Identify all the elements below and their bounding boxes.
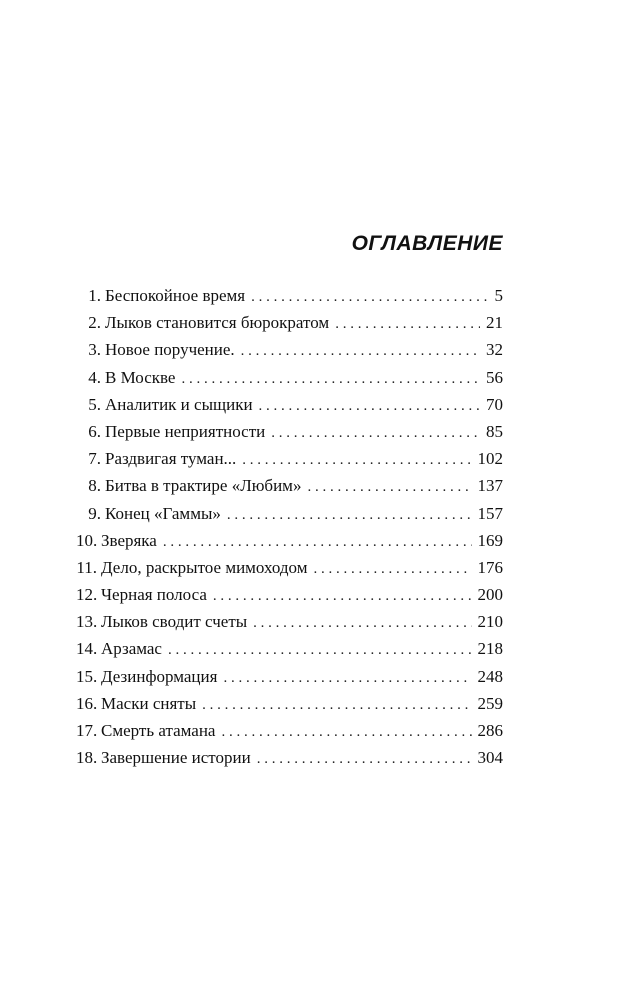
- dot-leader: [271, 420, 480, 447]
- toc-entry-number: 8.: [88, 476, 101, 496]
- toc-entry: [76, 472, 503, 499]
- toc-entry-title: Битва в трактире «Любим»: [105, 476, 302, 496]
- toc-entry: [76, 418, 503, 445]
- toc-entry-number: 1.: [88, 286, 101, 305]
- dot-leader: [253, 610, 471, 637]
- toc-entry-title: Конец «Гаммы»: [105, 503, 221, 523]
- toc-entry-number: 17.: [76, 721, 98, 740]
- dot-leader: [251, 284, 487, 311]
- toc-entry: [76, 690, 503, 717]
- toc-entry-number: 5.: [88, 394, 101, 414]
- toc-entry-number: 6.: [88, 421, 101, 441]
- toc-entry-page: 200: [477, 585, 503, 605]
- dot-leader: [257, 746, 472, 773]
- toc-entry-title: Черная полоса: [101, 585, 207, 605]
- toc-entry: [76, 717, 503, 744]
- toc-entry-page: 176: [477, 557, 503, 577]
- toc-entry-page: 218: [477, 639, 503, 659]
- toc-entry-page: 102: [477, 449, 503, 469]
- toc-entry: [76, 635, 503, 662]
- toc-entry-page: 169: [477, 530, 503, 550]
- toc-entry: [76, 309, 503, 336]
- dot-leader: [242, 447, 471, 474]
- toc-entry-title: Первые неприятности: [105, 421, 266, 441]
- toc-entry: [76, 554, 503, 581]
- toc-entry-title: Лыков сводит счеты: [101, 612, 248, 632]
- dot-leader: [221, 719, 471, 746]
- toc-entry: [76, 364, 503, 391]
- toc-entry-page: 259: [477, 693, 503, 713]
- toc-entry: [76, 282, 503, 309]
- toc-entry: [76, 663, 503, 690]
- toc-entry-title: Аналитик и сыщики: [105, 394, 253, 414]
- toc-entry-page: 286: [477, 721, 503, 740]
- toc-entry-number: 15.: [76, 666, 98, 686]
- toc-list: [76, 282, 503, 771]
- toc-entry-page: 85: [486, 421, 503, 441]
- toc-entry-number: 14.: [76, 639, 98, 659]
- toc-entry-title: Смерть атамана: [101, 721, 216, 740]
- toc-entry-number: 7.: [88, 449, 101, 469]
- toc-entry-title: Дезинформация: [101, 666, 218, 686]
- toc-entry: [76, 608, 503, 635]
- toc-entry-page: 157: [477, 503, 503, 523]
- toc-entry: [76, 744, 503, 771]
- toc-entry-page: 248: [477, 666, 503, 686]
- toc-entry-number: 9.: [88, 503, 101, 523]
- dot-leader: [168, 637, 472, 664]
- toc-entry-number: 2.: [88, 313, 101, 333]
- toc-entry: [76, 391, 503, 418]
- dot-leader: [213, 583, 472, 610]
- toc-entry-title: Раздвигая туман...: [105, 449, 237, 469]
- toc-entry: [76, 336, 503, 363]
- toc-entry-title: Беспокойное время: [105, 286, 246, 305]
- toc-entry-number: 4.: [88, 367, 101, 387]
- toc-entry-page: 21: [486, 313, 503, 333]
- dot-leader: [241, 338, 480, 365]
- toc-entry-title: В Москве: [105, 367, 176, 387]
- dot-leader: [181, 366, 480, 393]
- toc-entry-title: Арзамас: [101, 639, 162, 659]
- toc-entry-title: Дело, раскрытое мимоходом: [101, 557, 308, 577]
- dot-leader: [202, 692, 471, 719]
- toc-entry: [76, 500, 503, 527]
- toc-entry-page: 5: [494, 286, 503, 305]
- toc-entry-page: 137: [477, 476, 503, 496]
- toc-entry-page: 304: [477, 748, 503, 768]
- toc-entry-page: 210: [477, 612, 503, 632]
- dot-leader: [313, 556, 471, 583]
- toc-entry-page: 32: [486, 340, 503, 360]
- toc-entry-title: Зверяка: [101, 530, 157, 550]
- toc-entry-number: 10.: [76, 530, 98, 550]
- dot-leader: [227, 502, 472, 529]
- dot-leader: [259, 393, 480, 420]
- toc-entry-number: 12.: [76, 585, 98, 605]
- toc-title: ОГЛАВЛЕНИЕ: [351, 232, 503, 255]
- toc-entry-number: 13.: [76, 612, 98, 632]
- toc-entry-page: 70: [486, 394, 503, 414]
- toc-entry-title: Завершение истории: [101, 748, 251, 768]
- dot-leader: [163, 529, 472, 556]
- dot-leader: [335, 311, 480, 338]
- toc-entry-number: 18.: [76, 748, 98, 768]
- toc-entry: [76, 581, 503, 608]
- toc-entry-title: Новое поручение.: [105, 340, 235, 360]
- toc-entry: [76, 445, 503, 472]
- toc-entry-page: 56: [486, 367, 503, 387]
- dot-leader: [223, 665, 471, 692]
- toc-entry-title: Маски сняты: [101, 693, 197, 713]
- toc-entry-number: 11.: [76, 557, 97, 577]
- toc-entry-number: 3.: [88, 340, 101, 360]
- dot-leader: [307, 474, 471, 501]
- toc-entry-title: Лыков становится бюрократом: [105, 313, 330, 333]
- toc-entry: [76, 527, 503, 554]
- toc-entry-number: 16.: [76, 693, 98, 713]
